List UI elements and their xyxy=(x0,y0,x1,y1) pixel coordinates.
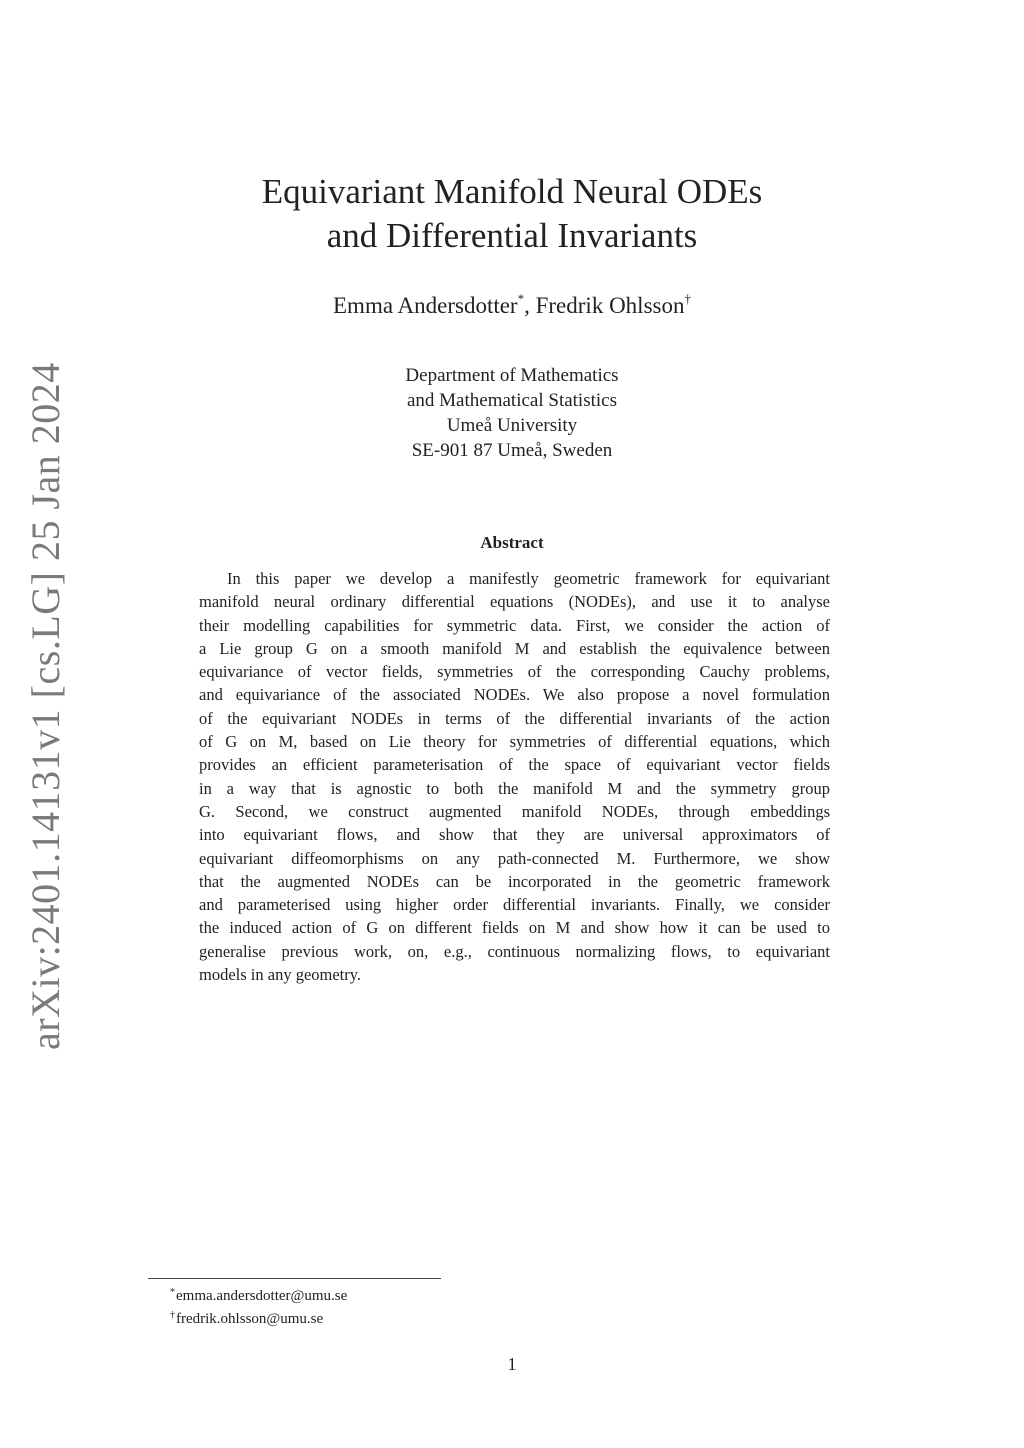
affiliation-line-1: Department of Mathematics xyxy=(405,365,619,386)
abstract-line: their modelling capabilities for symmetric data. First, we consider the action of xyxy=(199,615,830,635)
abstract-line: of G on M, based on Lie theory for symmetries of differential equations, which xyxy=(199,732,830,752)
abstract-line: and equivariance of the associated NODEs. We also propose a novel formulation xyxy=(199,685,830,705)
footnote-1-mark: * xyxy=(170,1287,175,1298)
footnotes xyxy=(170,1283,347,1329)
arxiv-identifier-stamp: arXiv:2401.14131v1 [cs.LG] 25 Jan 2024 xyxy=(23,362,68,1050)
author-name-2: Fredrik Ohlsson xyxy=(535,293,685,318)
page-number: 1 xyxy=(507,1354,517,1374)
abstract-line: manifold neural ordinary differential equations (NODEs), and use it to analyse xyxy=(199,592,830,612)
abstract-line: G. Second, we construct augmented manifold NODEs, through embeddings xyxy=(199,801,830,821)
abstract-body xyxy=(199,567,830,986)
abstract-line: and parameterised using higher order differential invariants. Finally, we consider xyxy=(199,895,830,915)
abstract-heading: Abstract xyxy=(480,533,544,552)
affiliation-line-3: Umeå University xyxy=(446,415,578,436)
author-1-footnote-mark: * xyxy=(517,291,525,306)
paper-title xyxy=(0,170,1024,258)
footnote-1-email: emma.andersdotter@umu.se xyxy=(176,1288,348,1304)
abstract-line: equivariant diffeomorphisms on any path-connected M. Furthermore, we show xyxy=(199,848,830,868)
abstract-line: equivariance of vector fields, symmetries of the corresponding Cauchy problems, xyxy=(199,662,830,682)
footnote-divider xyxy=(148,1278,441,1279)
abstract-line: models in any geometry. xyxy=(199,965,362,985)
abstract-line: that the augmented NODEs can be incorporated in the geometric framework xyxy=(199,871,830,891)
affiliation-line-2: and Mathematical Statistics xyxy=(406,390,617,411)
affiliation-block xyxy=(0,363,1024,463)
footnote-2 xyxy=(170,1306,347,1329)
abstract-line: provides an efficient parameterisation of the space of equivariant vector fields xyxy=(199,755,830,775)
footnote-1 xyxy=(170,1283,347,1306)
paper-title-line-2: and Differential Invariants xyxy=(326,216,698,255)
abstract-line: In this paper we develop a manifestly geometric framework for equivariant xyxy=(227,569,830,588)
author-name-1: Emma Andersdotter xyxy=(333,293,518,318)
author-separator: , xyxy=(524,293,536,318)
author-list xyxy=(0,283,1024,322)
abstract-line: a Lie group G on a smooth manifold M and establish the equivalence between xyxy=(199,638,830,658)
author-2-footnote-mark: † xyxy=(684,291,691,306)
footnote-2-email: fredrik.ohlsson@umu.se xyxy=(176,1311,324,1327)
abstract-line: in a way that is agnostic to both the manifold M and the symmetry group xyxy=(199,778,830,798)
abstract-line: the induced action of G on different fields on M and show how it can be used to xyxy=(199,918,830,938)
paper-title-line-1: Equivariant Manifold Neural ODEs xyxy=(261,172,763,211)
footnote-2-mark: † xyxy=(170,1310,175,1321)
abstract-line: of the equivariant NODEs in terms of the differential invariants of the action xyxy=(199,708,830,728)
abstract-line: generalise previous work, on, e.g., continuous normalizing flows, to equivariant xyxy=(199,941,830,961)
abstract-line: into equivariant flows, and show that they are universal approximators of xyxy=(199,825,830,845)
affiliation-line-4: SE-901 87 Umeå, Sweden xyxy=(411,440,613,461)
